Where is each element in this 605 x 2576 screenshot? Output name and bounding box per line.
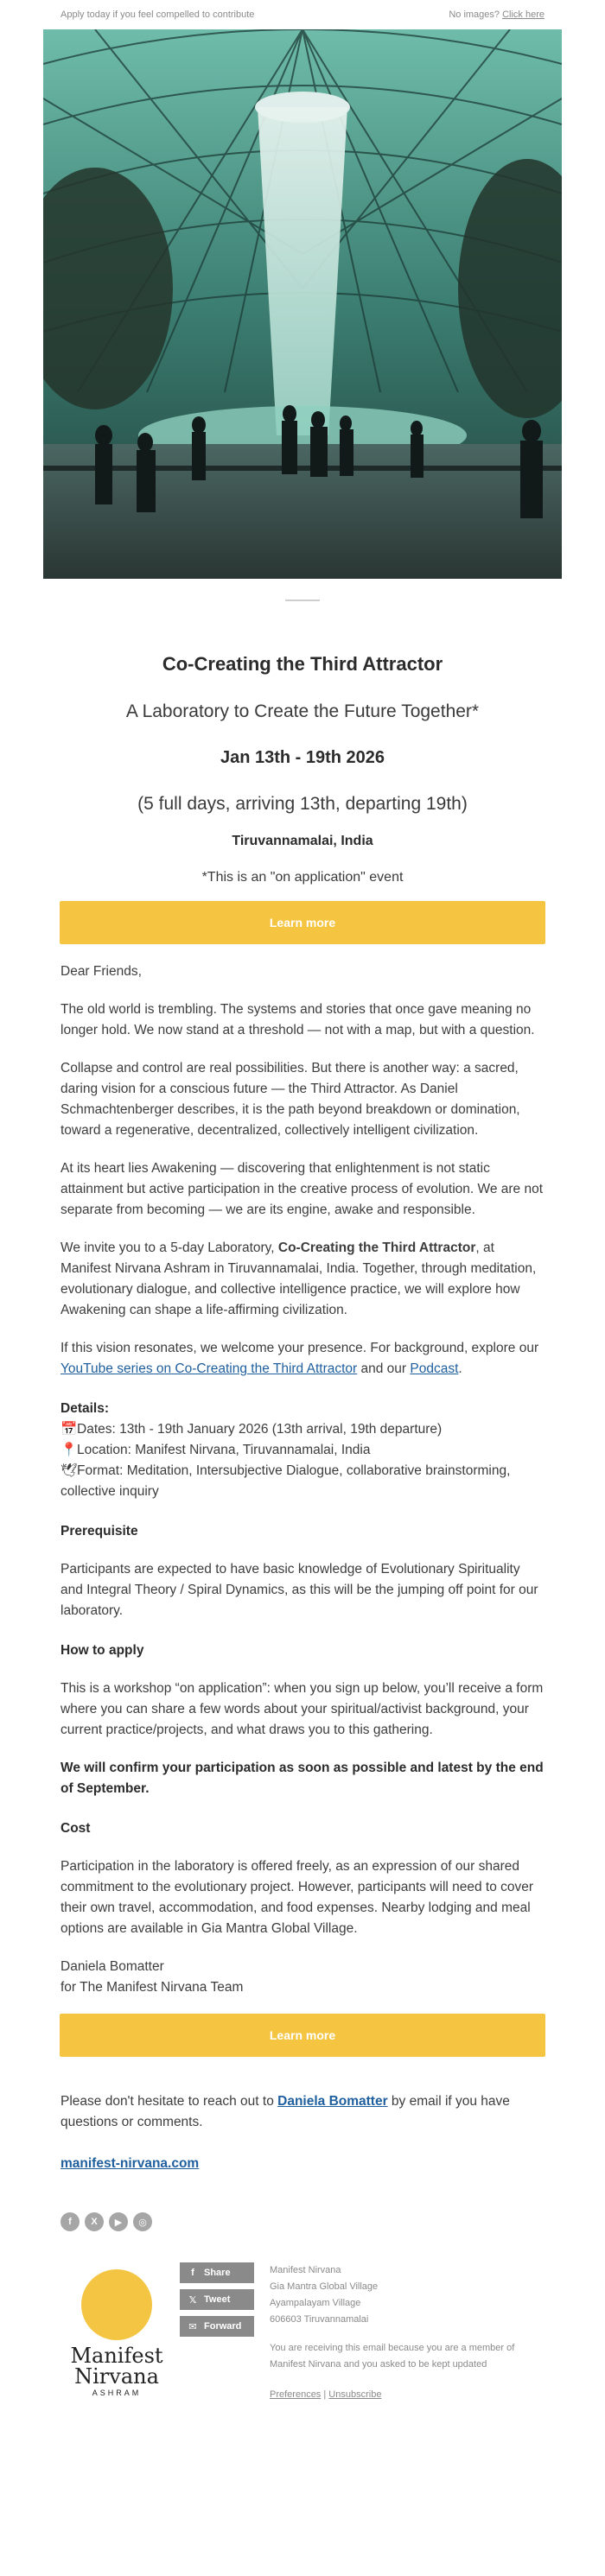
footer	[0, 2262, 605, 2403]
email-body	[0, 961, 605, 1998]
footer-links: Preferences | Unsubscribe	[270, 2389, 382, 2400]
event-location: Tiruvannamalai, India	[232, 834, 373, 848]
dove-icon: 🕊	[60, 1463, 78, 1478]
learn-more-button-bottom[interactable]: Learn more	[60, 2014, 545, 2057]
cost-text: Participation in the laboratory is offered freely, as an expression of our shared commitment to the evolutionary project. However, participants will need to cover their own travel, accommodation, and food expenses. Nearby lodging and meal options are available in Gia Mantra Global Village.	[60, 1859, 534, 1936]
application-note: *This is an "on application" event	[201, 870, 404, 885]
details-list	[60, 1419, 544, 1502]
paragraph-invite: We invite you to a 5-day Laboratory, Co-Creating the Third Attractor, at Manifest Nirvana Ashram in Tiruvannamalai, India. Together, through meditation, evolutionary dialogue, and collective intelligence practice, we will explore how Awakening can shape a life-affirming civilization.	[60, 1240, 537, 1317]
details-heading: Details:	[60, 1401, 109, 1416]
facebook-icon: f	[191, 2268, 194, 2278]
event-subtitle: A Laboratory to Create the Future Together*	[125, 701, 480, 721]
envelope-icon: ✉	[188, 2321, 197, 2332]
instagram-icon[interactable]: ◎	[133, 2212, 152, 2231]
signoff: Daniela Bomatter for The Manifest Nirvana Team	[60, 1959, 244, 1995]
x-icon[interactable]: X	[85, 2212, 104, 2231]
logo-subtitle: ASHRAM	[92, 2389, 142, 2397]
event-header	[0, 653, 605, 885]
apply-text: This is a workshop “on application”: when you sign up below, you’ll receive a form where you can share a few words about your spiritual/activist background, your current practice/projects, and what draws you to this gathering.	[60, 1681, 544, 1737]
click-here-link[interactable]: Click here	[502, 10, 544, 20]
detail-format: 🕊Format: Meditation, Intersubjective Dialogue, collaborative brainstorming, collective inquiry	[60, 1461, 544, 1502]
paragraph-collapse: Collapse and control are real possibilities. But there is another way: a sacred, daring vision for a conscious future — the Third Attractor. As Daniel Schmachtenberger describes, it is the path beyond breakdown or domination, toward a regenerative, decentralized, collectively intelligent civilization.	[60, 1061, 520, 1138]
paragraph-awakening: At its heart lies Awakening — discovering that enlightenment is not static attainment but active participation in the creative process of evolution. We are not separate from becoming — we are its engine, awake and responsible.	[60, 1161, 544, 1217]
event-title: Co-Creating the Third Attractor	[162, 653, 443, 675]
hero-divider	[285, 600, 320, 601]
hero-image	[43, 29, 562, 579]
youtube-icon[interactable]: ▶	[109, 2212, 128, 2231]
tweet-button[interactable]: 𝕏 Tweet	[180, 2289, 254, 2310]
contact-section: Please don't hesitate to reach out to Daniela Bomatter by email if you have questions or comments. manifest-nirvana.com	[0, 2091, 605, 2174]
address-line: Gia Mantra Global Village	[270, 2281, 379, 2292]
event-duration: (5 full days, arriving 13th, departing 19th)	[137, 794, 468, 814]
detail-location: 📍Location: Manifest Nirvana, Tiruvannamalai, India	[60, 1440, 544, 1461]
address-line: 606603 Tiruvannamalai	[270, 2314, 369, 2325]
address-block	[270, 2262, 544, 2403]
logo	[60, 2262, 173, 2403]
prerequisite-text: Participants are expected to have basic knowledge of Evolutionary Spirituality and Integral Theory / Spiral Dynamics, as this will be the jumping off point for our laboratory.	[60, 1562, 538, 1618]
x-icon: 𝕏	[188, 2294, 197, 2306]
paragraph-old-world: The old world is trembling. The systems and stories that once gave meaning no longer hold. We now stand at a threshold — not with a map, but with a question.	[60, 1002, 535, 1037]
forward-button[interactable]: ✉ Forward	[180, 2316, 254, 2337]
no-images-notice: No images? Click here	[449, 10, 544, 20]
sun-logo-icon	[81, 2269, 152, 2340]
learn-more-button[interactable]: Learn more	[60, 901, 545, 944]
paragraph-resonates: If this vision resonates, we welcome your presence. For background, explore our YouTube series on Co-Creating the Third Attractor and our Podcast.	[60, 1341, 539, 1376]
address-line: Ayampalayam Village	[270, 2298, 361, 2308]
apply-heading: How to apply	[60, 1643, 144, 1658]
pin-icon: 📍	[60, 1443, 78, 1457]
footer-spacer	[0, 2403, 605, 2455]
logo-wordmark: Manifest Nirvana	[70, 2344, 163, 2389]
prerequisite-heading: Prerequisite	[60, 1524, 138, 1539]
share-buttons	[180, 2262, 270, 2403]
detail-dates: 📅Dates: 13th - 19th January 2026 (13th arrival, 19th departure)	[60, 1419, 544, 1440]
preheader-text: Apply today if you feel compelled to contribute	[60, 10, 255, 20]
address-line: Manifest Nirvana	[270, 2265, 341, 2275]
social-icons	[0, 2212, 605, 2231]
facebook-icon[interactable]: f	[60, 2212, 80, 2231]
daniela-email-link[interactable]: Daniela Bomatter	[277, 2094, 388, 2109]
share-button[interactable]: f Share	[180, 2262, 254, 2283]
greeting: Dear Friends,	[60, 964, 142, 979]
youtube-series-link[interactable]: YouTube series on Co-Creating the Third Attractor	[60, 1361, 358, 1376]
website-link[interactable]: manifest-nirvana.com	[60, 2156, 200, 2171]
preheader-bar	[0, 0, 605, 29]
unsubscribe-link[interactable]: Unsubscribe	[328, 2389, 382, 2400]
event-dates: Jan 13th - 19th 2026	[220, 748, 385, 767]
calendar-icon: 📅	[60, 1422, 78, 1437]
cost-heading: Cost	[60, 1821, 91, 1836]
waterfall-dome-illustration	[43, 29, 562, 579]
preferences-link[interactable]: Preferences	[270, 2389, 322, 2400]
subscription-note: You are receiving this email because you are a member of Manifest Nirvana and you asked to be kept updated	[270, 2343, 515, 2370]
confirm-text: We will confirm your participation as soon as possible and latest by the end of September.	[60, 1761, 544, 1796]
podcast-link[interactable]: Podcast	[410, 1361, 459, 1376]
